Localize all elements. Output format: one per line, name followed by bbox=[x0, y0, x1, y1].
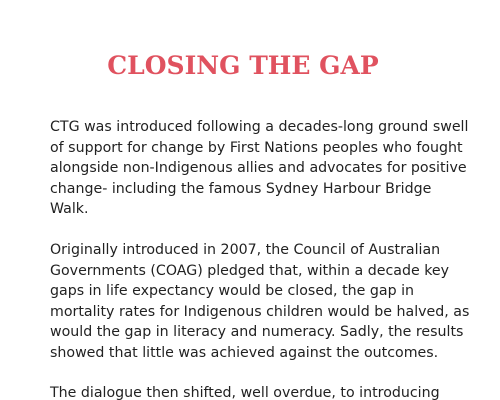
paragraph-intro: CTG was introduced following a decades-long ground swell of support for change by First Nations peoples who fought alongside non-Indigenous allies and advocates for positive change- including the famous Sydney Harbour Bridge Walk. bbox=[50, 119, 469, 217]
paragraph-dialogue: The dialogue then shifted, well overdue, to introducing bbox=[50, 385, 440, 400]
paragraph-history: Originally introduced in 2007, the Council of Australian Governments (COAG) pledged that, within a decade key gaps in life expectancy would be closed, the gap in mortality rates for Indigenous children would be halved, as would the gap in literacy and numeracy. Sadly, the results showed that little was achieved against the outcomes. bbox=[50, 242, 470, 361]
page-title: CLOSING THE GAP bbox=[107, 51, 379, 80]
